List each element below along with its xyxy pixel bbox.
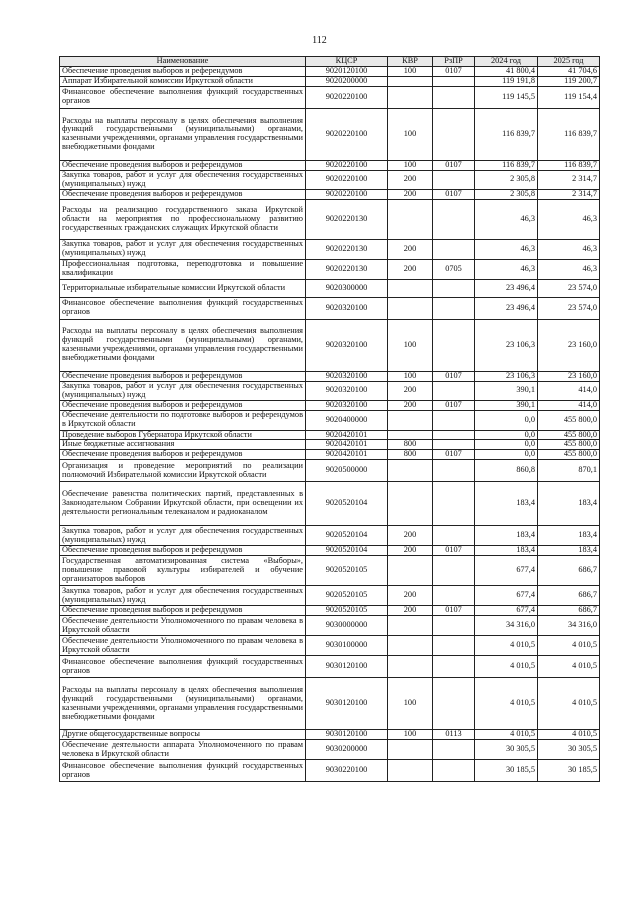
- table-row: [60, 319, 600, 371]
- cell-2025: 4 010,5: [538, 730, 600, 740]
- cell-rzpr: 0107: [433, 189, 475, 199]
- table-row: [60, 678, 600, 730]
- cell-rzpr: [433, 740, 475, 760]
- cell-name: Обеспечение деятельности по подготовке выборов и референдумов в Иркутской области: [60, 410, 306, 430]
- cell-rzpr: 0113: [433, 730, 475, 740]
- table-row: [60, 259, 600, 279]
- cell-2024: 46,3: [475, 199, 538, 239]
- table-row: [60, 279, 600, 297]
- cell-2025: 23 574,0: [538, 279, 600, 297]
- cell-kcsr: 9030120100: [306, 678, 388, 730]
- cell-rzpr: [433, 616, 475, 636]
- table-row: [60, 239, 600, 259]
- table-row: [60, 636, 600, 656]
- column-header-kcsr: КЦСР: [306, 57, 388, 67]
- cell-kvr: [388, 556, 433, 586]
- cell-rzpr: 0107: [433, 67, 475, 77]
- cell-2024: 116 839,7: [475, 108, 538, 160]
- cell-2024: 46,3: [475, 259, 538, 279]
- cell-2024: 390,1: [475, 381, 538, 400]
- cell-2025: 34 316,0: [538, 616, 600, 636]
- table-row: [60, 526, 600, 546]
- column-header-2024: 2024 год: [475, 57, 538, 67]
- cell-kcsr: 9020420101: [306, 430, 388, 440]
- cell-2024: 34 316,0: [475, 616, 538, 636]
- table-body: [60, 67, 600, 782]
- cell-kcsr: 9020120100: [306, 67, 388, 77]
- cell-kcsr: 9020220100: [306, 189, 388, 199]
- cell-2025: 30 185,5: [538, 760, 600, 782]
- cell-kvr: 100: [388, 108, 433, 160]
- cell-kvr: [388, 410, 433, 430]
- cell-2025: 46,3: [538, 199, 600, 239]
- cell-2025: 870,1: [538, 460, 600, 482]
- cell-kvr: 200: [388, 259, 433, 279]
- cell-kcsr: 9020420101: [306, 450, 388, 460]
- cell-kvr: [388, 760, 433, 782]
- cell-name: Расходы на выплаты персоналу в целях обеспечения выполнения функций государственными (муниципальными) органами, казенными учреждениями, органами управления государственными внебюджетными фондами: [60, 319, 306, 371]
- cell-2024: 860,8: [475, 460, 538, 482]
- cell-kcsr: 9020220100: [306, 86, 388, 108]
- cell-2025: 23 160,0: [538, 371, 600, 381]
- cell-kcsr: 9020220100: [306, 170, 388, 189]
- cell-name: Обеспечение деятельности Уполномоченного по правам человека в Иркутской области: [60, 636, 306, 656]
- table-row: [60, 606, 600, 616]
- cell-name: Другие общегосударственные вопросы: [60, 730, 306, 740]
- cell-kcsr: 9020420101: [306, 440, 388, 450]
- cell-kcsr: 9020220100: [306, 108, 388, 160]
- cell-2025: 455 800,0: [538, 430, 600, 440]
- cell-kcsr: 9030000000: [306, 616, 388, 636]
- cell-kcsr: 9020520105: [306, 586, 388, 606]
- cell-rzpr: 0107: [433, 371, 475, 381]
- cell-kvr: [388, 656, 433, 678]
- cell-name: Профессиональная подготовка, переподготовка и повышение квалификации: [60, 259, 306, 279]
- cell-rzpr: [433, 76, 475, 86]
- cell-kvr: [388, 616, 433, 636]
- cell-rzpr: 0107: [433, 160, 475, 170]
- cell-2025: 414,0: [538, 381, 600, 400]
- table-row: [60, 170, 600, 189]
- table-row: [60, 556, 600, 586]
- cell-name: Расходы на выплаты персоналу в целях обеспечения выполнения функций государственными (муниципальными) органами, казенными учреждениями, органами управления государственными внебюджетными фондами: [60, 108, 306, 160]
- cell-rzpr: [433, 297, 475, 319]
- cell-2024: 41 800,4: [475, 67, 538, 77]
- cell-kvr: 100: [388, 67, 433, 77]
- cell-kcsr: 9020320100: [306, 400, 388, 410]
- table-row: [60, 381, 600, 400]
- cell-kvr: 100: [388, 678, 433, 730]
- cell-2025: 414,0: [538, 400, 600, 410]
- cell-rzpr: 0705: [433, 259, 475, 279]
- table-row: [60, 450, 600, 460]
- cell-name: Закупка товаров, работ и услуг для обеспечения государственных (муниципальных) нужд: [60, 381, 306, 400]
- cell-rzpr: [433, 760, 475, 782]
- cell-rzpr: [433, 86, 475, 108]
- cell-2025: 183,4: [538, 546, 600, 556]
- cell-2024: 677,4: [475, 586, 538, 606]
- cell-2024: 119 191,8: [475, 76, 538, 86]
- cell-rzpr: [433, 381, 475, 400]
- cell-kvr: [388, 430, 433, 440]
- cell-kcsr: 9020400000: [306, 410, 388, 430]
- cell-2025: 686,7: [538, 556, 600, 586]
- cell-2024: 30 305,5: [475, 740, 538, 760]
- table-row: [60, 160, 600, 170]
- table-row: [60, 740, 600, 760]
- cell-kvr: [388, 86, 433, 108]
- budget-table: [59, 56, 600, 782]
- cell-rzpr: [433, 319, 475, 371]
- cell-kcsr: 9020320100: [306, 297, 388, 319]
- cell-rzpr: [433, 482, 475, 526]
- cell-rzpr: [433, 636, 475, 656]
- table-row: [60, 440, 600, 450]
- cell-kcsr: 9020320100: [306, 371, 388, 381]
- cell-kvr: 100: [388, 160, 433, 170]
- column-header-kvr: КВР: [388, 57, 433, 67]
- cell-kvr: 200: [388, 586, 433, 606]
- cell-2025: 116 839,7: [538, 160, 600, 170]
- table-row: [60, 76, 600, 86]
- table-row: [60, 656, 600, 678]
- cell-name: Территориальные избирательные комиссии Иркутской области: [60, 279, 306, 297]
- cell-kvr: 100: [388, 319, 433, 371]
- table-row: [60, 108, 600, 160]
- cell-name: Обеспечение проведения выборов и референдумов: [60, 67, 306, 77]
- cell-rzpr: [433, 108, 475, 160]
- cell-2024: 4 010,5: [475, 678, 538, 730]
- cell-2025: 41 704,6: [538, 67, 600, 77]
- cell-rzpr: [433, 526, 475, 546]
- cell-2024: 0,0: [475, 430, 538, 440]
- cell-kcsr: 9020500000: [306, 460, 388, 482]
- page-number: 112: [312, 35, 327, 46]
- cell-2024: 23 496,4: [475, 279, 538, 297]
- table-row: [60, 86, 600, 108]
- cell-rzpr: [433, 279, 475, 297]
- column-header-2025: 2025 год: [538, 57, 600, 67]
- cell-2024: 390,1: [475, 400, 538, 410]
- cell-name: Государственная автоматизированная система «Выборы», повышение правовой культуры избирателей и обучение организаторов выборов: [60, 556, 306, 586]
- cell-name: Обеспечение деятельности аппарата Уполномоченного по правам человека в Иркутской области: [60, 740, 306, 760]
- cell-name: Обеспечение деятельности Уполномоченного по правам человека в Иркутской области: [60, 616, 306, 636]
- table-row: [60, 371, 600, 381]
- cell-2025: 4 010,5: [538, 656, 600, 678]
- cell-name: Проведение выборов Губернатора Иркутской области: [60, 430, 306, 440]
- cell-2024: 677,4: [475, 606, 538, 616]
- cell-kcsr: 9020320100: [306, 319, 388, 371]
- column-header-name: Наименование: [60, 57, 306, 67]
- cell-name: Обеспечение проведения выборов и референдумов: [60, 546, 306, 556]
- table-row: [60, 760, 600, 782]
- cell-kvr: [388, 460, 433, 482]
- table-row: [60, 460, 600, 482]
- table-row: [60, 199, 600, 239]
- cell-2024: 2 305,8: [475, 170, 538, 189]
- cell-kcsr: 9030200000: [306, 740, 388, 760]
- cell-name: Финансовое обеспечение выполнения функций государственных органов: [60, 656, 306, 678]
- cell-kcsr: 9020200000: [306, 76, 388, 86]
- cell-kcsr: 9020520104: [306, 546, 388, 556]
- cell-2025: 23 574,0: [538, 297, 600, 319]
- cell-name: Аппарат Избирательной комиссии Иркутской области: [60, 76, 306, 86]
- cell-kvr: 100: [388, 371, 433, 381]
- cell-name: Закупка товаров, работ и услуг для обеспечения государственных (муниципальных) нужд: [60, 526, 306, 546]
- cell-name: Обеспечение проведения выборов и референдумов: [60, 606, 306, 616]
- cell-2025: 455 800,0: [538, 410, 600, 430]
- cell-2024: 23 106,3: [475, 371, 538, 381]
- cell-2025: 30 305,5: [538, 740, 600, 760]
- cell-name: Обеспечение проведения выборов и референдумов: [60, 189, 306, 199]
- cell-kcsr: 9020300000: [306, 279, 388, 297]
- cell-kvr: 800: [388, 440, 433, 450]
- cell-kvr: 800: [388, 450, 433, 460]
- cell-kvr: 200: [388, 526, 433, 546]
- cell-2024: 23 496,4: [475, 297, 538, 319]
- cell-kvr: [388, 279, 433, 297]
- cell-rzpr: 0107: [433, 546, 475, 556]
- cell-rzpr: [433, 199, 475, 239]
- cell-2024: 183,4: [475, 482, 538, 526]
- cell-rzpr: 0107: [433, 400, 475, 410]
- table-row: [60, 400, 600, 410]
- table-row: [60, 189, 600, 199]
- cell-rzpr: [433, 440, 475, 450]
- cell-2024: 183,4: [475, 526, 538, 546]
- cell-rzpr: [433, 586, 475, 606]
- cell-rzpr: [433, 656, 475, 678]
- cell-rzpr: [433, 556, 475, 586]
- table-row: [60, 67, 600, 77]
- cell-kvr: [388, 636, 433, 656]
- cell-kcsr: 9030120100: [306, 730, 388, 740]
- cell-rzpr: [433, 239, 475, 259]
- table-row: [60, 297, 600, 319]
- cell-kvr: [388, 76, 433, 86]
- cell-kvr: [388, 297, 433, 319]
- cell-2025: 183,4: [538, 482, 600, 526]
- cell-2025: 23 160,0: [538, 319, 600, 371]
- cell-rzpr: [433, 430, 475, 440]
- cell-kcsr: 9030100000: [306, 636, 388, 656]
- cell-kcsr: 9020220130: [306, 199, 388, 239]
- cell-kvr: 200: [388, 189, 433, 199]
- cell-kvr: [388, 740, 433, 760]
- cell-kcsr: 9020520105: [306, 556, 388, 586]
- cell-name: Обеспечение проведения выборов и референдумов: [60, 160, 306, 170]
- cell-rzpr: [433, 170, 475, 189]
- cell-2025: 46,3: [538, 259, 600, 279]
- cell-2025: 2 314,7: [538, 189, 600, 199]
- cell-2025: 119 154,4: [538, 86, 600, 108]
- cell-name: Финансовое обеспечение выполнения функций государственных органов: [60, 86, 306, 108]
- cell-rzpr: [433, 460, 475, 482]
- cell-name: Закупка товаров, работ и услуг для обеспечения государственных (муниципальных) нужд: [60, 170, 306, 189]
- cell-2025: 4 010,5: [538, 636, 600, 656]
- column-header-rzpr: РзПР: [433, 57, 475, 67]
- cell-2024: 30 185,5: [475, 760, 538, 782]
- cell-rzpr: [433, 410, 475, 430]
- cell-2024: 0,0: [475, 450, 538, 460]
- cell-name: Закупка товаров, работ и услуг для обеспечения государственных (муниципальных) нужд: [60, 586, 306, 606]
- cell-2024: 2 305,8: [475, 189, 538, 199]
- cell-kvr: 200: [388, 606, 433, 616]
- cell-name: Расходы на выплаты персоналу в целях обеспечения выполнения функций государственными (муниципальными) органами, казенными учреждениями, органами управления государственными внебюджетными фондами: [60, 678, 306, 730]
- cell-2024: 4 010,5: [475, 636, 538, 656]
- cell-kcsr: 9030120100: [306, 656, 388, 678]
- table-row: [60, 616, 600, 636]
- cell-kvr: 100: [388, 730, 433, 740]
- cell-name: Организация и проведение мероприятий по реализации полномочий Избирательной комиссии Иркутской области: [60, 460, 306, 482]
- table-header-row: [60, 57, 600, 67]
- cell-name: Закупка товаров, работ и услуг для обеспечения государственных (муниципальных) нужд: [60, 239, 306, 259]
- cell-name: Финансовое обеспечение выполнения функций государственных органов: [60, 760, 306, 782]
- cell-2024: 119 145,5: [475, 86, 538, 108]
- cell-2024: 23 106,3: [475, 319, 538, 371]
- table-row: [60, 410, 600, 430]
- cell-name: Иные бюджетные ассигнования: [60, 440, 306, 450]
- table-row: [60, 730, 600, 740]
- cell-rzpr: [433, 678, 475, 730]
- cell-kcsr: 9020520105: [306, 606, 388, 616]
- table-row: [60, 482, 600, 526]
- cell-name: Обеспечение проведения выборов и референдумов: [60, 450, 306, 460]
- cell-kcsr: 9020320100: [306, 381, 388, 400]
- cell-kcsr: 9020220130: [306, 259, 388, 279]
- table-row: [60, 586, 600, 606]
- cell-kcsr: 9020520104: [306, 526, 388, 546]
- cell-2024: 0,0: [475, 410, 538, 430]
- table-row: [60, 546, 600, 556]
- cell-2025: 4 010,5: [538, 678, 600, 730]
- cell-name: Расходы на реализацию государственного заказа Иркутской области на мероприятия по профессиональному развитию государственных гражданских служащих Иркутской области: [60, 199, 306, 239]
- cell-2025: 46,3: [538, 239, 600, 259]
- cell-kvr: 200: [388, 170, 433, 189]
- cell-2025: 686,7: [538, 586, 600, 606]
- cell-2024: 4 010,5: [475, 730, 538, 740]
- cell-kcsr: 9020220100: [306, 160, 388, 170]
- cell-2025: 119 200,7: [538, 76, 600, 86]
- cell-kvr: 200: [388, 239, 433, 259]
- cell-kvr: [388, 482, 433, 526]
- cell-kvr: 200: [388, 546, 433, 556]
- cell-kvr: [388, 199, 433, 239]
- cell-rzpr: 0107: [433, 450, 475, 460]
- cell-kvr: 200: [388, 381, 433, 400]
- cell-2025: 455 800,0: [538, 450, 600, 460]
- cell-2025: 116 839,7: [538, 108, 600, 160]
- cell-2024: 0,0: [475, 440, 538, 450]
- cell-kvr: 200: [388, 400, 433, 410]
- cell-name: Финансовое обеспечение выполнения функций государственных органов: [60, 297, 306, 319]
- cell-name: Обеспечение равенства политических партий, представленных в Законодательном Собрании Иркутской области, при освещении их деятельности региональным телеканалом и радиоканалом: [60, 482, 306, 526]
- cell-2024: 4 010,5: [475, 656, 538, 678]
- table-row: [60, 430, 600, 440]
- cell-2025: 2 314,7: [538, 170, 600, 189]
- cell-name: Обеспечение проведения выборов и референдумов: [60, 371, 306, 381]
- cell-2025: 686,7: [538, 606, 600, 616]
- cell-kcsr: 9020520104: [306, 482, 388, 526]
- cell-name: Обеспечение проведения выборов и референдумов: [60, 400, 306, 410]
- cell-kcsr: 9020220130: [306, 239, 388, 259]
- cell-2025: 183,4: [538, 526, 600, 546]
- cell-rzpr: 0107: [433, 606, 475, 616]
- cell-2024: 116 839,7: [475, 160, 538, 170]
- cell-kcsr: 9030220100: [306, 760, 388, 782]
- cell-2024: 46,3: [475, 239, 538, 259]
- cell-2024: 183,4: [475, 546, 538, 556]
- cell-2024: 677,4: [475, 556, 538, 586]
- cell-2025: 455 800,0: [538, 440, 600, 450]
